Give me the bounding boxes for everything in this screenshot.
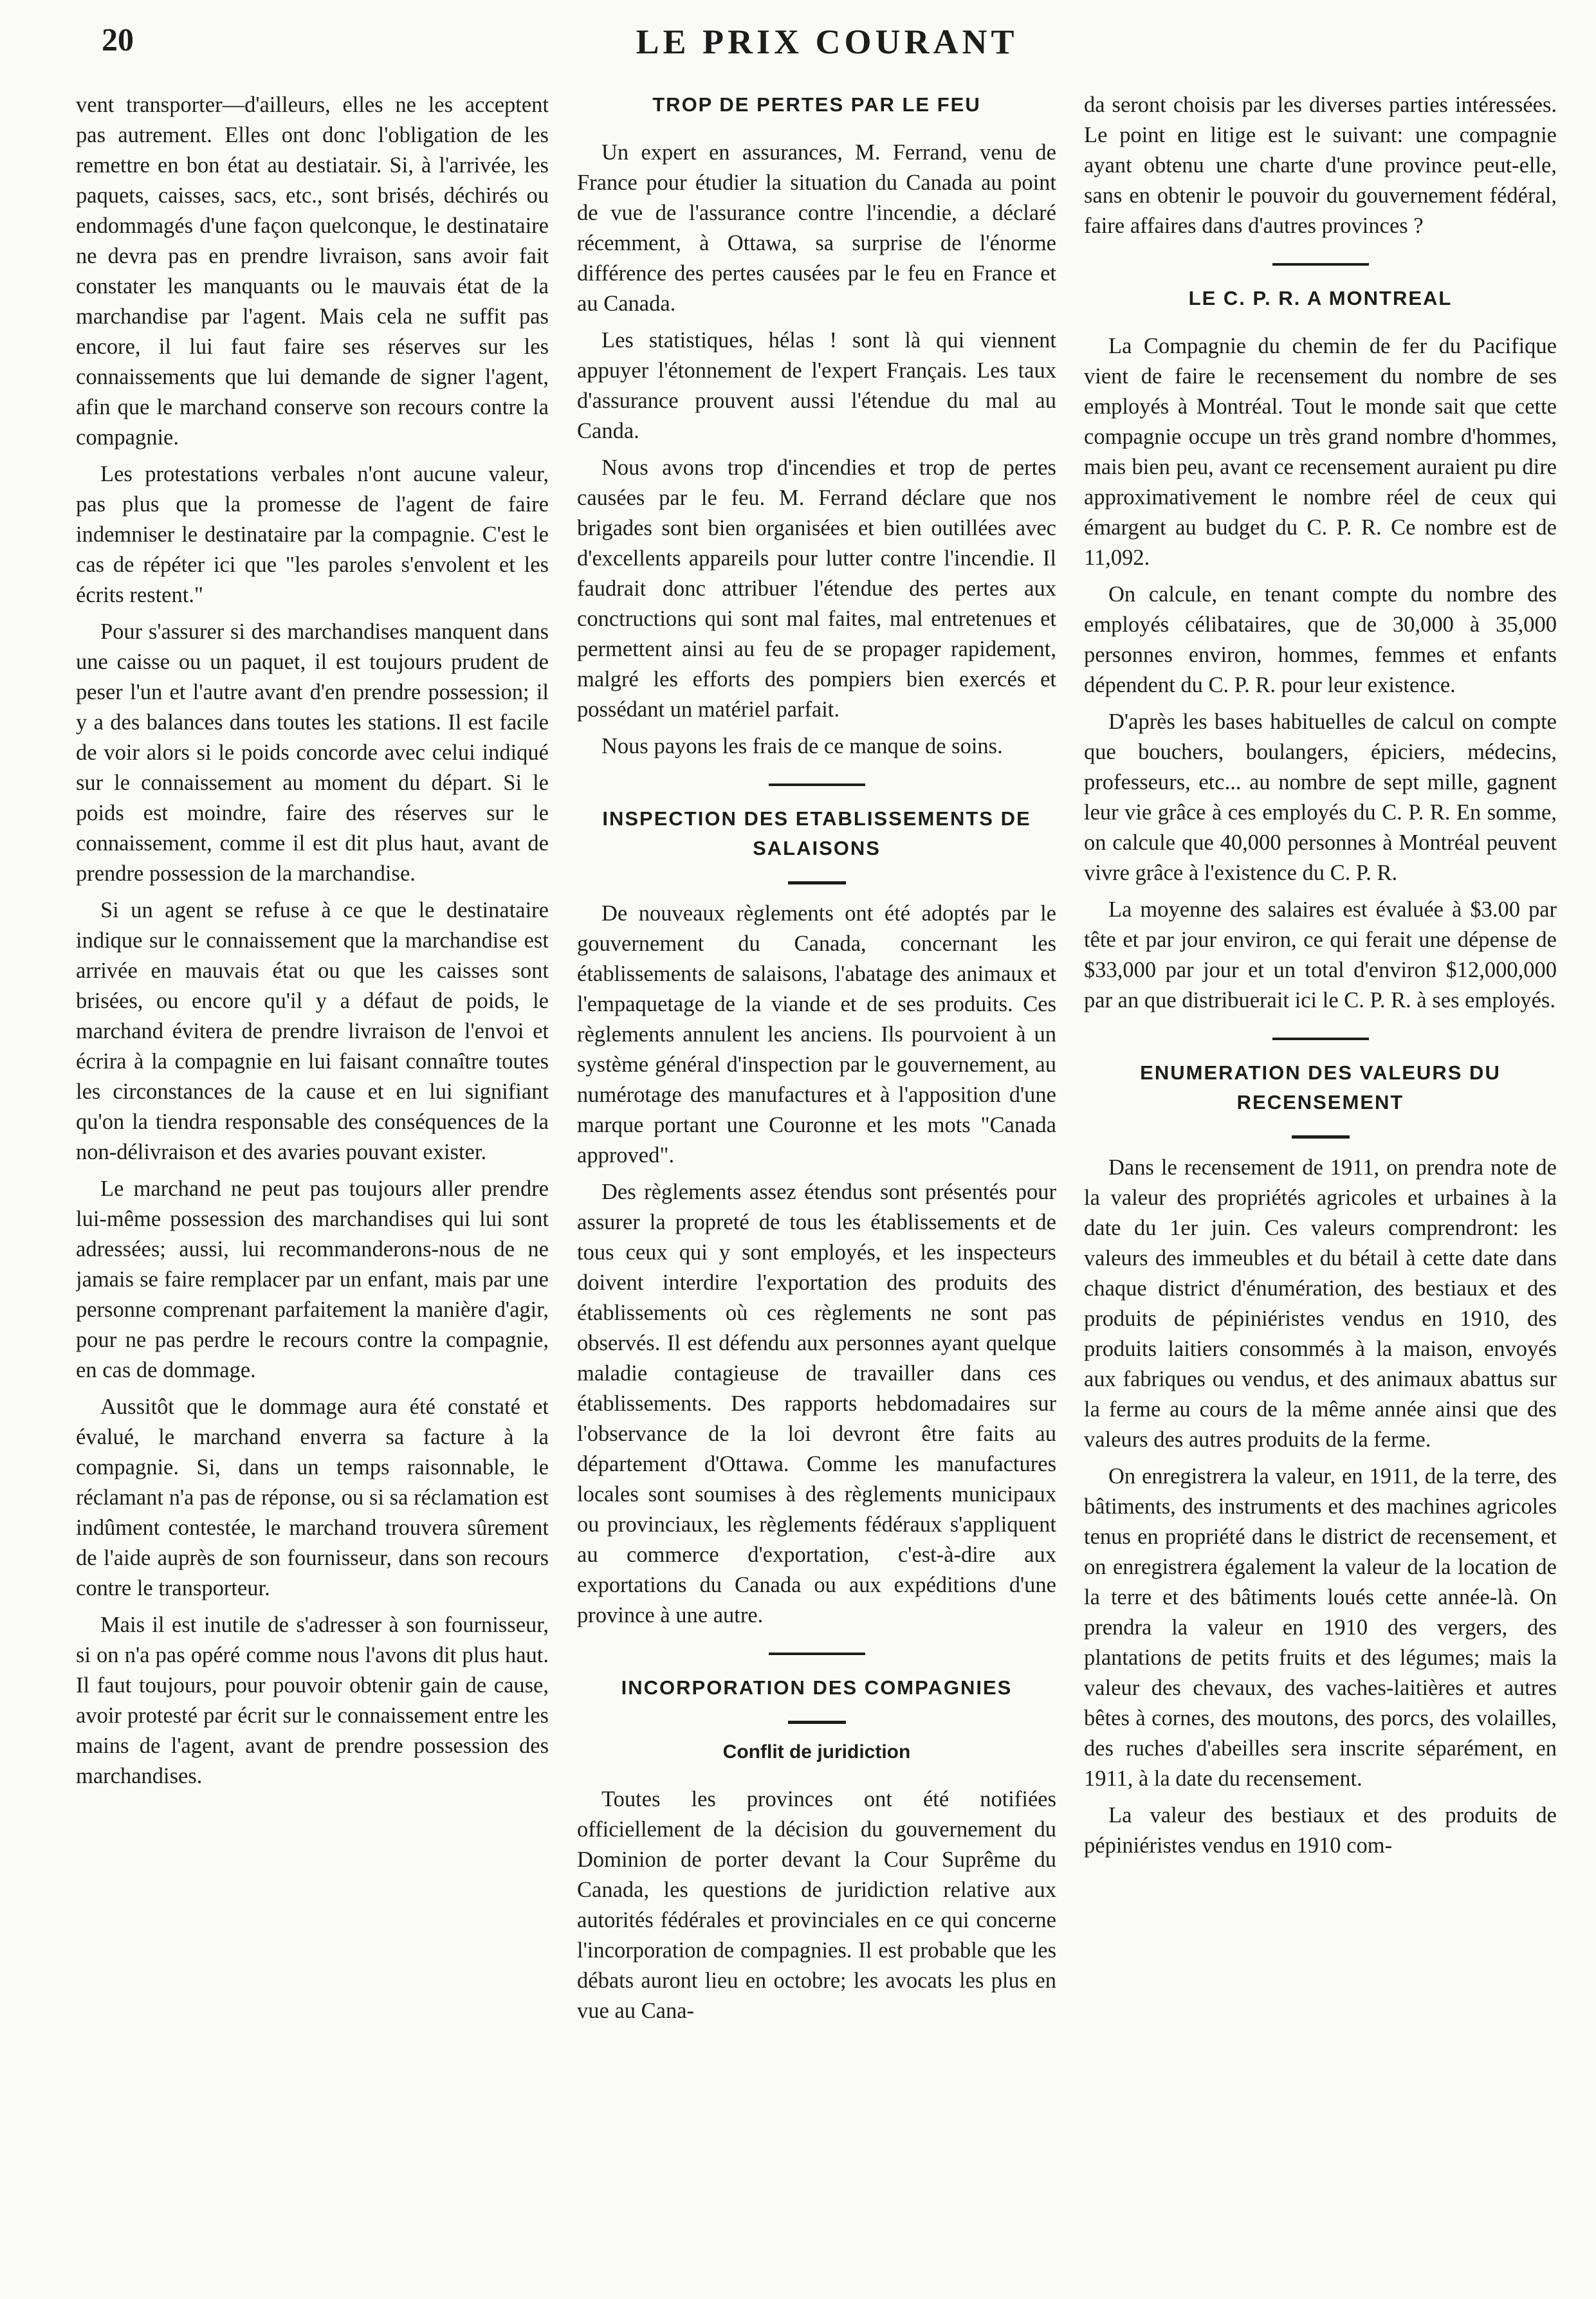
article-paragraph: Des règlements assez étendus sont présentés pour assurer la propreté de tous les établissements et de tous ceux qui y sont employés, et les inspecteurs doivent interdire l'exportation des produits des établissements où ces règlements ne sont pas observés. Il est défendu aux personnes ayant quelque maladie contagieuse de travailler dans ces établissements. Des rapports hebdomadaires sur l'observance de la loi devront être faits au département d'Ottawa. Comme les manufactures locales sont soumises à des règlements municipaux ou provinciaux, les règlements fédéraux s'appliquent au commerce d'exportation, c'est-à-dire aux exportations du Canada ou aux expéditions d'une province à une autre. xyxy=(577,1180,1056,1627)
section-subtitle: Conflit de juridiction xyxy=(722,1741,911,1763)
section-divider xyxy=(769,1653,865,1655)
title-underline xyxy=(1292,1135,1350,1139)
section-divider xyxy=(1272,263,1369,266)
journal-title: LE PRIX COURANT xyxy=(636,23,1018,61)
article-paragraph: Toutes les provinces ont été notifiées officiellement de la décision du gouvernement du Dominion de porter devant la Cour Suprême du Canada, les questions de juridiction relative aux autorités fédérales et provinciales en ce qui concerne l'incorporation de compagnies. Il est probable que les débats auront lieu en octobre; les avocats les plus en vue au Cana- xyxy=(577,1787,1056,2023)
section-title-cpr: LE C. P. R. A MONTREAL xyxy=(1188,287,1453,309)
section-divider xyxy=(769,783,865,786)
title-underline xyxy=(788,1721,846,1724)
title-underline xyxy=(788,881,846,884)
page-header xyxy=(96,21,1557,66)
article-paragraph: Les statistiques, hélas ! sont là qui viennent appuyer l'étonnement de l'expert Français. Les taux d'assurance prouvent aussi l'étendue du mal au Canda. xyxy=(577,328,1056,443)
article-paragraph: La moyenne des salaires est évaluée à $3.00 par tête et par jour environ, ce qui ferait une dépense de $33,000 par jour et un total d'environ $12,000,000 par an que distribuerait ici le C. P. R. à ses employés. xyxy=(1084,897,1557,1012)
article-paragraph: La Compagnie du chemin de fer du Pacifique vient de faire le recensement du nombre de ses employés à Montréal. Tout le monde sait que cette compagnie occupe un très grand nombre d'hommes, mais bien peu, avant ce recensement auraient pu dire approximativement le nombre réel de ceux qui émargent au budget du C. P. R. Ce nombre est de 11,092. xyxy=(1084,334,1557,570)
article-paragraph: vent transporter—d'ailleurs, elles ne les acceptent pas autrement. Elles ont donc l'obligation de les remettre en bon état au destiatair. Si, à l'arrivée, les paquets, caisses, sacs, etc., sont brisés, déchirés ou endommagés d'une façon quelconque, le destinataire ne devra pas en prendre livraison, sans avoir fait constater les manquants ou le mauvais état de la marchandise par l'agent. Mais cela ne suffit pas encore, il lui faut faire ses réserves sur les connaissements que lui demande de signer l'agent, afin que le marchand conserve son recours contre la compagnie. xyxy=(76,93,549,450)
section-title-inspection: INSPECTION DES ETABLISSEMENTS DE SALAISONS xyxy=(602,807,1031,859)
article-paragraph: Nous payons les frais de ce manque de soins. xyxy=(601,734,1003,758)
article-paragraph: Dans le recensement de 1911, on prendra note de la valeur des propriétés agricoles et urbaines à la date du 1er juin. Ces valeurs comprendront: les valeurs des immeubles et du bétail à cette date dans chaque district d'énumération, des bestiaux et des produits de pépiniéristes vendus en 1910, des produits laitiers consommés à la maison, envoyés aux fabriques ou vendus, et des animaux abattus sur la ferme au cours de la même année ainsi que des valeurs des autres produits de la ferme. xyxy=(1084,1155,1557,1452)
article-paragraph: Les protestations verbales n'ont aucune valeur, pas plus que la promesse de l'agent de faire indemniser le destinataire par la compagnie. C'est le cas de répéter ici que "les paroles s'envolent et les écrits restent." xyxy=(76,462,549,607)
column-3 xyxy=(1084,90,1557,2254)
section-title-enumeration: ENUMERATION DES VALEURS DU RECENSEMENT xyxy=(1140,1061,1501,1113)
article-paragraph: Le marchand ne peut pas toujours aller prendre lui-même possession des marchandises qui lui sont adressées; aussi, lui recommanderons-nous de ne jamais se faire remplacer par un enfant, mais par une personne comprenant parfaitement la manière d'agir, pour ne pas perdre le recours contre la compagnie, en cas de dommage. xyxy=(76,1177,549,1382)
article-paragraph: Si un agent se refuse à ce que le destinataire indique sur le connaissement que la marchandise est arrivée en mauvais état ou que les caisses sont brisées, ou encore qu'il y a défaut de poids, le marchand évitera de prendre livraison de l'envoi et écrira à la compagnie en lui faisant connaître toutes les circonstances de la cause et en lui signifiant qu'on la tiendra responsable des conséquences de la non-délivraison et des avaries pouvant exister. xyxy=(76,898,549,1164)
column-2 xyxy=(577,90,1056,2254)
article-paragraph: Nous avons trop d'incendies et trop de pertes causées par le feu. M. Ferrand déclare que nos brigades sont bien organisées et bien outillées avec d'excellents appareils pour lutter contre l'incendie. Il faudrait donc attribuer l'étendue des pertes aux conctructions qui sont mal faites, mal entretenues et permettent ainsi au feu de se propager rapidement, malgré les efforts des pompiers bien exercés et possédant un matériel parfait. xyxy=(577,455,1056,722)
article-paragraph: Pour s'assurer si des marchandises manquent dans une caisse ou un paquet, il est toujours prudent de peser l'un et l'autre avant d'en prendre possession; il y a des balances dans toutes les stations. Il est facile de voir alors si le poids concorde avec celui indiqué sur le connaissement au moment du départ. Si le poids est moindre, faire des réserves sur le connaissement, comme il est dit plus haut, avant de prendre possession de la marchandise. xyxy=(76,619,549,886)
article-paragraph: On enregistrera la valeur, en 1911, de la terre, des bâtiments, des instruments et des machines agricoles tenus en propriété dans le district de recensement, et on enregistrera également la valeur de la location de la terre et des bâtiments loués cette année-là. On prendra la valeur en 1910 des vergers, des plantations de petits fruits et des légumes; mais la valeur des chevaux, des vaches-laitières et autres bêtes à cornes, des moutons, des porcs, des volailles, des ruches d'abeilles sera inscrite séparément, en 1911, à la date du recensement. xyxy=(1084,1464,1557,1791)
section-title-pertes: TROP DE PERTES PAR LE FEU xyxy=(652,93,981,116)
article-paragraph: D'après les bases habituelles de calcul on compte que bouchers, boulangers, épiciers, médecins, professeurs, etc... au nombre de sept mille, gagnent leur vie grâce à ces employés du C. P. R. En somme, on calcule que 40,000 personnes à Montréal peuvent vivre grâce à l'existence du C. P. R. xyxy=(1084,710,1557,885)
article-paragraph: Un expert en assurances, M. Ferrand, venu de France pour étudier la situation du Canada au point de vue de l'assurance contre l'incendie, a déclaré récemment, à Ottawa, sa surprise de l'énorme différence des pertes causées par le feu en France et au Canada. xyxy=(577,140,1056,316)
column-1 xyxy=(76,90,549,2254)
section-title-incorporation: INCORPORATION DES COMPAGNIES xyxy=(621,1676,1013,1699)
article-paragraph: La valeur des bestiaux et des produits de pépiniéristes vendus en 1910 com- xyxy=(1084,1803,1557,1858)
article-paragraph: De nouveaux règlements ont été adoptés par le gouvernement du Canada, concernant les établissements de salaisons, l'abatage des animaux et l'empaquetage de la viande et de ses produits. Ces règlements annulent les anciens. Ils pourvoient à un système général d'inspection par le gouvernement, au numérotage des manufactures et à l'apposition d'une marque portant une Couronne et les mots "Canada approved". xyxy=(577,901,1056,1168)
section-divider xyxy=(1272,1038,1369,1040)
article-paragraph: Mais il est inutile de s'adresser à son fournisseur, si on n'a pas opéré comme nous l'avons dit plus haut. Il faut toujours, pour pouvoir obtenir gain de cause, avoir protesté par écrit sur le connaissement entre les mains de l'agent, avant de prendre possession des marchandises. xyxy=(76,1613,549,1788)
page-number: 20 xyxy=(102,21,134,57)
article-paragraph: da seront choisis par les diverses parties intéressées. Le point en litige est le suivant: une compagnie ayant obtenu une charte d'une province peut-elle, sans en obtenir le pouvoir du gouvernement fédéral, faire affaires dans d'autres provinces ? xyxy=(1084,93,1557,238)
article-paragraph: Aussitôt que le dommage aura été constaté et évalué, le marchand enverra sa facture à la compagnie. Si, dans un temps raisonnable, le réclamant n'a pas de réponse, ou si sa réclamation est indûment contestée, le marchand trouvera sûrement de l'aide auprès de son fournisseur, dans son recours contre le transporteur. xyxy=(76,1395,549,1600)
article-paragraph: On calcule, en tenant compte du nombre des employés célibataires, que de 30,000 à 35,000 personnes environ, hommes, femmes et enfants dépendent du C. P. R. pour leur existence. xyxy=(1084,582,1557,697)
